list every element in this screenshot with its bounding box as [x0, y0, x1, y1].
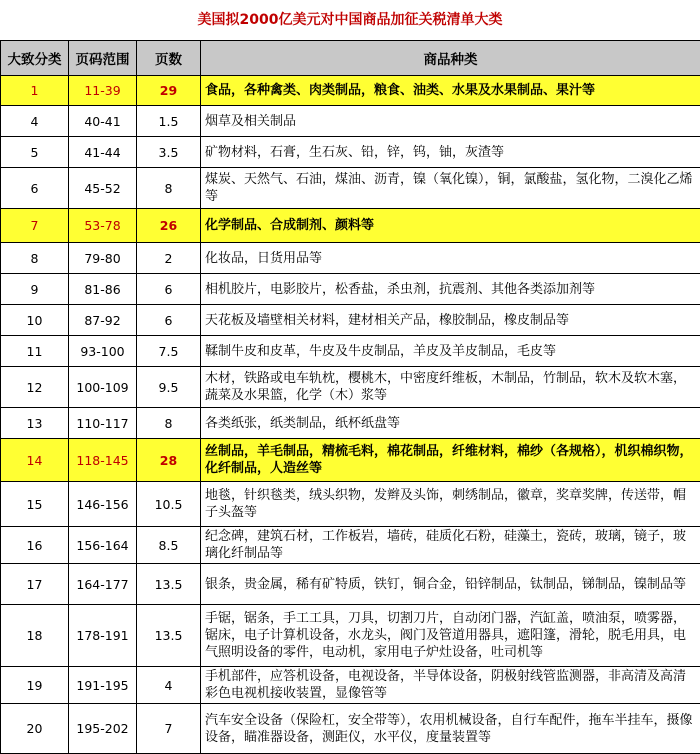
goods-type-cell: 地毯，针织毯类，绒头织物，发辫及头饰，刺绣制品，徽章，奖章奖牌，传送带，帽子头盔等 — [201, 482, 700, 527]
page-count-cell: 6 — [137, 274, 201, 305]
category-cell: 18 — [1, 605, 69, 667]
goods-type-cell: 鞣制牛皮和皮革，牛皮及牛皮制品，羊皮及羊皮制品，毛皮等 — [201, 336, 700, 367]
goods-type-cell: 天花板及墙壁相关材料，建材相关产品，橡胶制品，橡皮制品等 — [201, 305, 700, 336]
header-row — [1, 41, 700, 76]
page-range-cell: 100-109 — [69, 367, 137, 408]
table-row — [1, 482, 700, 527]
table-row — [1, 408, 700, 439]
table-row — [1, 137, 700, 168]
page-range-cell: 156-164 — [69, 527, 137, 564]
category-cell: 4 — [1, 106, 69, 137]
category-cell: 17 — [1, 564, 69, 605]
header-page-count: 页数 — [137, 41, 201, 76]
goods-type-cell: 化妆品，日货用品等 — [201, 243, 700, 274]
goods-type-cell: 矿物材料，石膏，生石灰、铅，锌，钨，铀，灰渣等 — [201, 137, 700, 168]
table-row — [1, 367, 700, 408]
category-cell: 6 — [1, 168, 69, 209]
category-cell: 9 — [1, 274, 69, 305]
goods-type-cell: 木材，铁路或电车轨枕，樱桃木，中密度纤维板，木制品，竹制品，软木及软木塞，蔬菜及水果篮，化学（木）浆等 — [201, 367, 700, 408]
category-cell: 5 — [1, 137, 69, 168]
page-count-cell: 8.5 — [137, 527, 201, 564]
table-row — [1, 564, 700, 605]
header-category: 大致分类 — [1, 41, 69, 76]
table-row — [1, 243, 700, 274]
goods-type-cell: 丝制品，羊毛制品，精梳毛料，棉花制品，纤维材料，棉纱（各规格），机织棉织物，化纤制品，人造丝等 — [201, 439, 700, 482]
page-count-cell: 13.5 — [137, 605, 201, 667]
page-count-cell: 26 — [137, 209, 201, 243]
page-title: 美国拟2000亿美元对中国商品加征关税清单大类 — [197, 12, 503, 28]
page-range-cell: 191-195 — [69, 667, 137, 704]
page-range-cell: 45-52 — [69, 168, 137, 209]
page-range-cell: 81-86 — [69, 274, 137, 305]
page-count-cell: 1.5 — [137, 106, 201, 137]
goods-type-cell: 手机部件，应答机设备，电视设备，半导体设备，阴极射线管监测器，非高清及高清彩色电视机接收装置，显像管等 — [201, 667, 700, 704]
page-range-cell: 110-117 — [69, 408, 137, 439]
tariff-table — [0, 40, 700, 754]
header-goods-type: 商品种类 — [201, 41, 700, 76]
category-cell: 1 — [1, 76, 69, 106]
category-cell: 10 — [1, 305, 69, 336]
goods-type-cell: 煤炭、天然气、石油，煤油、沥青，镍（氧化镍），铜，氯酸盐，氢化物，二溴化乙烯等 — [201, 168, 700, 209]
category-cell: 8 — [1, 243, 69, 274]
goods-type-cell: 汽车安全设备（保险杠，安全带等），农用机械设备，自行车配件，拖车半挂车，摄像设备，瞄准器设备，测距仪，水平仪，度量装置等 — [201, 704, 700, 754]
page-range-cell: 178-191 — [69, 605, 137, 667]
table-row — [1, 527, 700, 564]
page-range-cell: 53-78 — [69, 209, 137, 243]
category-cell: 11 — [1, 336, 69, 367]
page-count-cell: 28 — [137, 439, 201, 482]
page-range-cell: 118-145 — [69, 439, 137, 482]
page-count-cell: 7 — [137, 704, 201, 754]
table-row — [1, 168, 700, 209]
goods-type-cell: 银条，贵金属，稀有矿特质，铁钉，铜合金，铅锌制品，钛制品，锑制品，镍制品等 — [201, 564, 700, 605]
page-count-cell: 3.5 — [137, 137, 201, 168]
table-row — [1, 704, 700, 754]
table-row — [1, 439, 700, 482]
page-range-cell: 79-80 — [69, 243, 137, 274]
category-cell: 14 — [1, 439, 69, 482]
page-range-cell: 146-156 — [69, 482, 137, 527]
page-range-cell: 195-202 — [69, 704, 137, 754]
goods-type-cell: 各类纸张，纸类制品，纸杯纸盘等 — [201, 408, 700, 439]
page-range-cell: 40-41 — [69, 106, 137, 137]
goods-type-cell: 手锯，锯条，手工工具，刀具，切割刀片，自动闭门器，汽缸盖，喷油泵，喷雾器，锯床，电子计算机设备，水龙头，阀门及管道用器具，遮阳篷，滑轮，脱毛用具，电气照明设备的零件，电动机，家用电子炉灶设备，吐司机等 — [201, 605, 700, 667]
page-range-cell: 93-100 — [69, 336, 137, 367]
page-count-cell: 10.5 — [137, 482, 201, 527]
goods-type-cell: 化学制品、合成制剂、颜料等 — [201, 209, 700, 243]
category-cell: 20 — [1, 704, 69, 754]
page-range-cell: 164-177 — [69, 564, 137, 605]
table-row — [1, 605, 700, 667]
goods-type-cell: 烟草及相关制品 — [201, 106, 700, 137]
header-page-range: 页码范围 — [69, 41, 137, 76]
page-range-cell: 41-44 — [69, 137, 137, 168]
category-cell: 13 — [1, 408, 69, 439]
page-count-cell: 13.5 — [137, 564, 201, 605]
table-row — [1, 305, 700, 336]
page-count-cell: 9.5 — [137, 367, 201, 408]
goods-type-cell: 相机胶片，电影胶片，松香盐，杀虫剂，抗震剂、其他各类添加剂等 — [201, 274, 700, 305]
table-row — [1, 76, 700, 106]
goods-type-cell: 食品，各种禽类、肉类制品，粮食、油类、水果及水果制品、果汁等 — [201, 76, 700, 106]
table-row — [1, 106, 700, 137]
page-count-cell: 8 — [137, 168, 201, 209]
category-cell: 15 — [1, 482, 69, 527]
table-row — [1, 336, 700, 367]
page-count-cell: 2 — [137, 243, 201, 274]
category-cell: 16 — [1, 527, 69, 564]
page-count-cell: 7.5 — [137, 336, 201, 367]
table-row — [1, 274, 700, 305]
page-range-cell: 87-92 — [69, 305, 137, 336]
category-cell: 7 — [1, 209, 69, 243]
page-count-cell: 6 — [137, 305, 201, 336]
page-count-cell: 29 — [137, 76, 201, 106]
page-count-cell: 4 — [137, 667, 201, 704]
table-row — [1, 209, 700, 243]
category-cell: 12 — [1, 367, 69, 408]
category-cell: 19 — [1, 667, 69, 704]
page-count-cell: 8 — [137, 408, 201, 439]
goods-type-cell: 纪念碑，建筑石材，工作板岩，墙砖，硅质化石粉，硅藻土，瓷砖，玻璃，镜子，玻璃化纤制品等 — [201, 527, 700, 564]
page-range-cell: 11-39 — [69, 76, 137, 106]
table-row — [1, 667, 700, 704]
